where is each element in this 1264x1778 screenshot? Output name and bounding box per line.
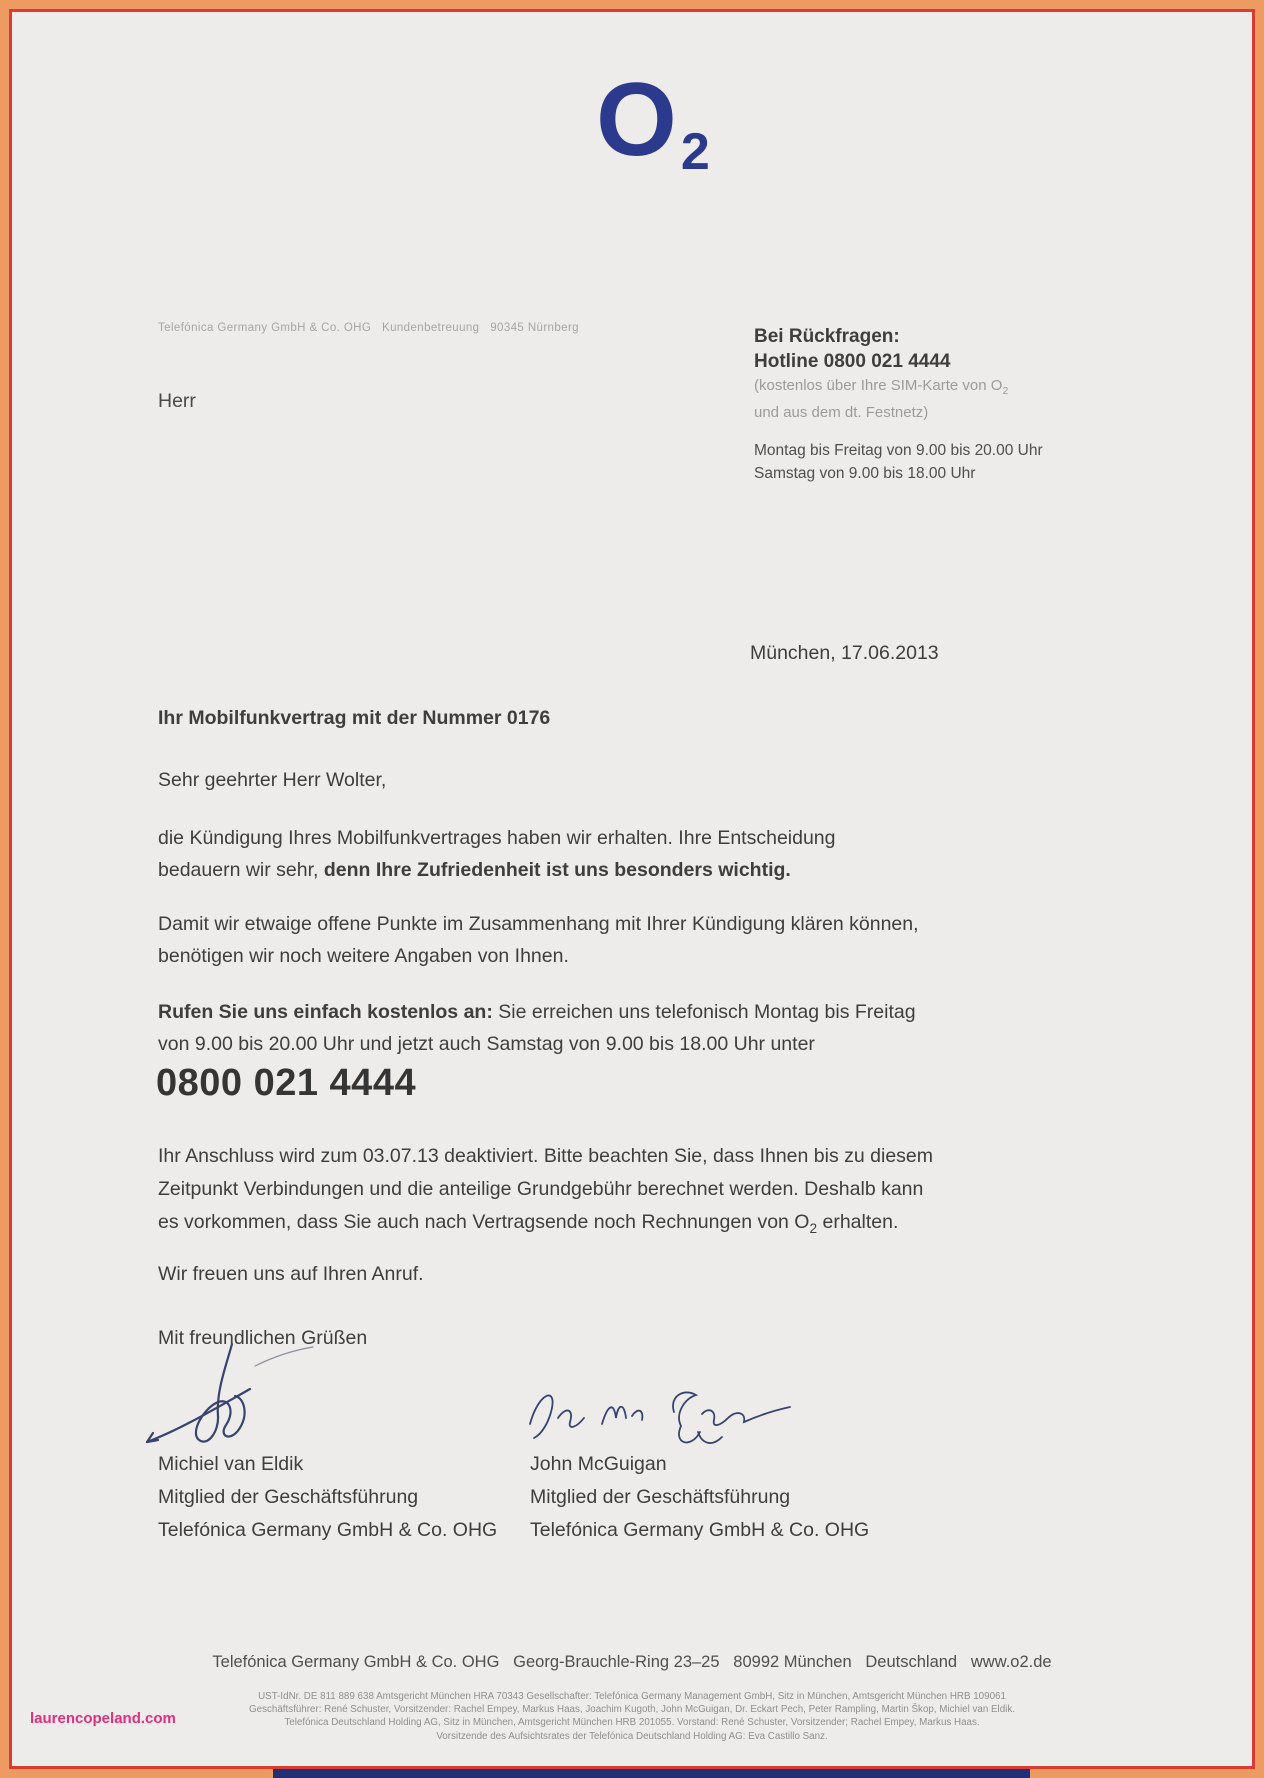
- paragraph-open-points: [158, 908, 919, 972]
- p3-line1-bold: Rufen Sie uns einfach kostenlos an:: [158, 1001, 493, 1023]
- inner-red-border: [9, 9, 1255, 1769]
- signer-right-role: Mitglied der Geschäftsführung: [530, 1486, 791, 1508]
- footer-legal-line3: Telefónica Deutschland Holding AG, Sitz in München, Amtsgericht München HRB 201055. Vorstand: René Schuster, Vorsitzender; Rachel Empey, Markus Haas.: [284, 1717, 980, 1729]
- footer-legal-line1: UST-IdNr. DE 811 889 638 Amtsgericht München HRA 70343 Gesellschafter: Telefónica Germany Management GmbH, Sitz in München, Amtsgericht München HRB 109061: [258, 1691, 1006, 1702]
- contact-note-line1: [754, 375, 1043, 402]
- signer-left-company: Telefónica Germany GmbH & Co. OHG: [158, 1519, 498, 1541]
- signer-left-role: Mitglied der Geschäftsführung: [158, 1486, 419, 1508]
- signature-michiel-van-eldik: [137, 1338, 327, 1458]
- footer-legal-block: [12, 1690, 1252, 1743]
- contact-hours-weekdays: Montag bis Freitag von 9.00 bis 20.00 Uhr: [754, 442, 1043, 459]
- p1-line1: die Kündigung Ihres Mobilfunkvertrages haben wir erhalten. Ihre Entscheidung: [158, 827, 836, 849]
- signer-right-company: Telefónica Germany GmbH & Co. OHG: [530, 1519, 870, 1541]
- watermark-laurencopeland: laurencopeland.com: [30, 1710, 176, 1727]
- footer-legal-line2: Geschäftsführer: René Schuster, Vorsitzender: Rachel Empey, Markus Haas, Joachim Kugoth, John McGuigan, Dr. Eckart Pech, Peter Rampling, Martin Škop, Michiel van Eldik.: [249, 1704, 1015, 1716]
- contact-hours-saturday: Samstag von 9.00 bis 18.00 Uhr: [754, 465, 976, 482]
- contact-note-line2: und aus dem dt. Festnetz): [754, 404, 929, 421]
- bottom-navy-strip: [273, 1769, 1030, 1778]
- paragraph-cancellation-received: [158, 822, 836, 886]
- o2-logo-letter: O: [596, 62, 677, 178]
- p4-line3-post: erhalten.: [817, 1211, 899, 1233]
- signer-right-name: John McGuigan: [530, 1453, 667, 1475]
- p1-line2: [158, 854, 836, 886]
- contact-note1-subscript: 2: [1002, 385, 1009, 397]
- o2-logo: [596, 62, 710, 181]
- footer-company-line: Telefónica Germany GmbH & Co. OHG Georg-Brauchle-Ring 23–25 80992 München Deutschland www.o2.de: [212, 1653, 1052, 1671]
- contact-note1-text: (kostenlos über Ihre SIM-Karte von O: [754, 377, 1003, 394]
- signer-left-name: Michiel van Eldik: [158, 1453, 304, 1475]
- p4-line3-subscript: 2: [809, 1220, 818, 1236]
- contact-heading: Bei Rückfragen:: [754, 326, 900, 347]
- contact-hotline: Hotline 0800 021 4444: [754, 351, 951, 372]
- letter-paper: [12, 12, 1252, 1766]
- p1-line2-bold: denn Ihre Zufriedenheit ist uns besonders wichtig.: [323, 859, 791, 881]
- p4-line1: Ihr Anschluss wird zum 03.07.13 deaktiviert. Bitte beachten Sie, dass Ihnen bis zu diesem: [158, 1145, 934, 1167]
- p2-line2: benötigen wir noch weitere Angaben von Ihnen.: [158, 945, 569, 967]
- signer-block-left: [158, 1448, 497, 1547]
- closing-phrase: Mit freundlichen Grüßen: [158, 1327, 368, 1349]
- p3-line1-rest: Sie erreichen uns telefonisch Montag bis Freitag: [492, 1001, 916, 1023]
- p4-line3: [158, 1206, 933, 1245]
- p3-line1: [158, 996, 916, 1028]
- sender-address-line: Telefónica Germany GmbH & Co. OHG Kundenbetreuung 90345 Nürnberg: [158, 322, 579, 334]
- letter-salutation: Sehr geehrter Herr Wolter,: [158, 769, 387, 791]
- hotline-phone-number-large: 0800 021 4444: [156, 1062, 417, 1104]
- p1-line2-normal: bedauern wir sehr,: [158, 859, 324, 881]
- dateline: München, 17.06.2013: [750, 642, 939, 664]
- contact-info-block: [754, 324, 1043, 485]
- p4-line2: Zeitpunkt Verbindungen und die anteilige Grundgebühr berechnet werden. Deshalb kann: [158, 1178, 924, 1200]
- o2-logo-subscript: 2: [680, 123, 710, 181]
- paragraph-looking-forward: Wir freuen uns auf Ihren Anruf.: [158, 1263, 424, 1285]
- p4-line3-pre: es vorkommen, dass Sie auch nach Vertragsende noch Rechnungen von O: [158, 1211, 810, 1233]
- p2-line1: Damit wir etwaige offene Punkte im Zusammenhang mit Ihrer Kündigung klären können,: [158, 913, 919, 935]
- signer-block-right: [530, 1448, 869, 1547]
- signature-john-mcguigan: [522, 1374, 812, 1459]
- recipient-salutation: Herr: [158, 390, 196, 412]
- footer-legal-line4: Vorsitzende des Aufsichtsrates der Telefónica Deutschland Holding AG: Eva Castillo Sanz.: [436, 1730, 828, 1742]
- p3-line2: von 9.00 bis 20.00 Uhr und jetzt auch Samstag von 9.00 bis 18.00 Uhr unter: [158, 1033, 815, 1055]
- paragraph-call-us: [158, 996, 916, 1060]
- paragraph-deactivation-notice: [158, 1140, 933, 1245]
- subject-line: Ihr Mobilfunkvertrag mit der Nummer 0176: [158, 707, 551, 729]
